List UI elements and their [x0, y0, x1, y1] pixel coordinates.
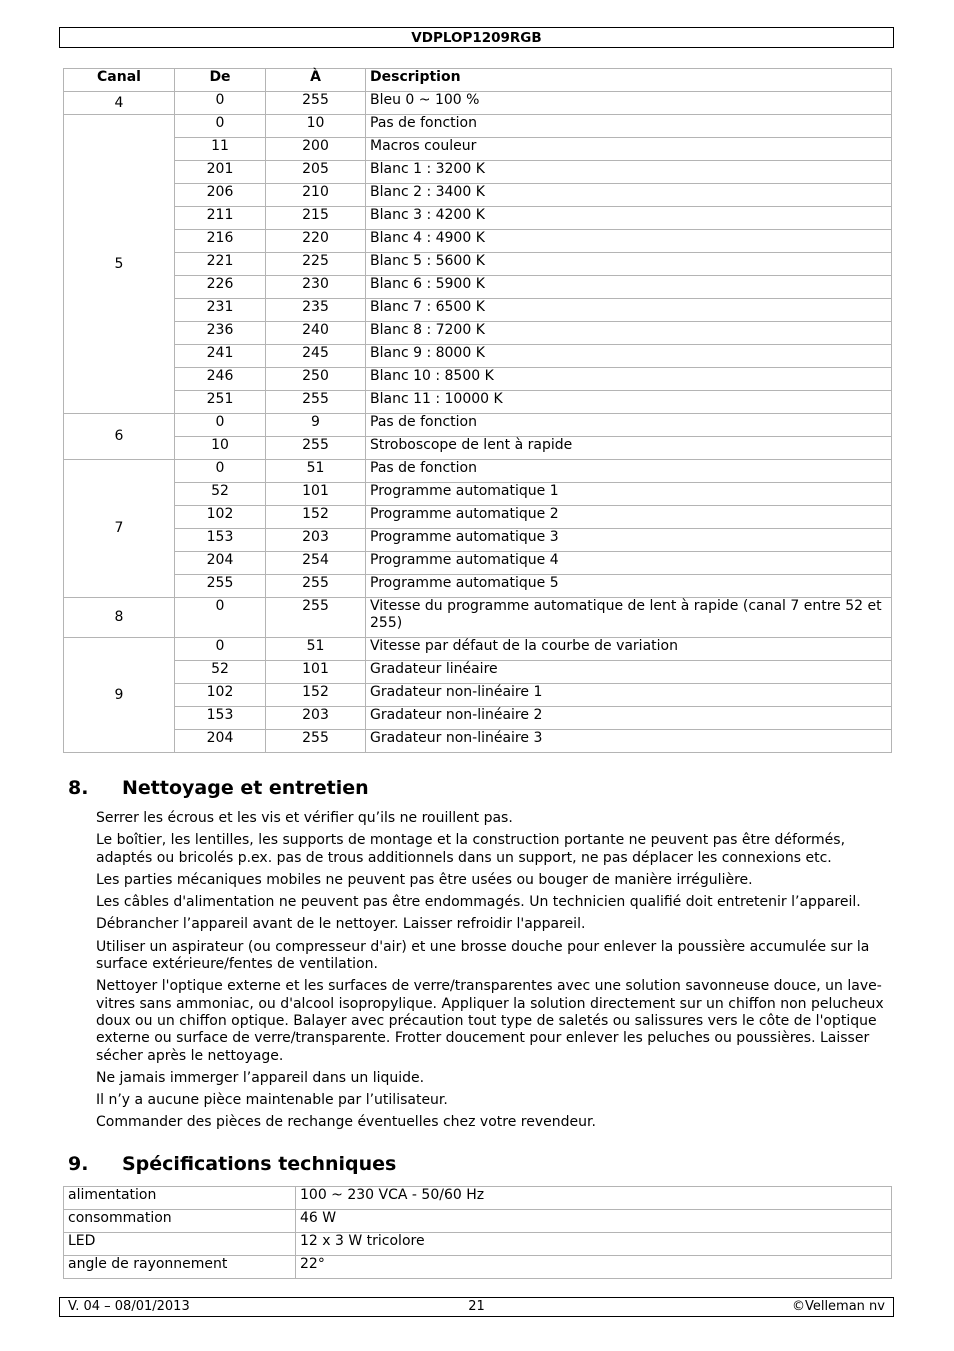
to-cell: 51 [266, 460, 366, 483]
from-cell: 221 [175, 253, 266, 276]
section-heading-cleaning [68, 777, 369, 799]
table-row [64, 322, 892, 345]
to-cell: 9 [266, 414, 366, 437]
table-row [64, 391, 892, 414]
column-header-channel: Canal [64, 69, 175, 92]
table-row [64, 684, 892, 707]
table-row [64, 575, 892, 598]
table-row [64, 638, 892, 661]
description-cell: Vitesse du programme automatique de lent à rapide (canal 7 entre 52 et 255) [366, 598, 892, 638]
from-cell: 251 [175, 391, 266, 414]
paragraph: Utiliser un aspirateur (ou compresseur d'air) et une brosse douche pour enlever la poussière accumulée sur la surface extérieure/fentes de ventilation. [96, 938, 870, 973]
description-cell: Blanc 2 : 3400 K [366, 184, 892, 207]
paragraph: Débrancher l’appareil avant de le nettoyer. Laisser refroidir l'appareil. [96, 916, 586, 933]
table-row [64, 1210, 892, 1233]
table-row [64, 276, 892, 299]
section-number: 8. [68, 777, 89, 799]
channel-cell: 8 [64, 598, 175, 638]
spec-label: consommation [64, 1210, 296, 1233]
channel-cell: 4 [64, 92, 175, 115]
description-cell: Blanc 11 : 10000 K [366, 391, 892, 414]
to-cell: 245 [266, 345, 366, 368]
table-row [64, 207, 892, 230]
to-cell: 250 [266, 368, 366, 391]
from-cell: 102 [175, 506, 266, 529]
description-cell: Programme automatique 1 [366, 483, 892, 506]
to-cell: 255 [266, 598, 366, 638]
dmx-channel-table [63, 68, 892, 753]
table-row [64, 1233, 892, 1256]
section-number: 9. [68, 1153, 89, 1175]
description-cell: Blanc 6 : 5900 K [366, 276, 892, 299]
section-title: Nettoyage et entretien [122, 777, 369, 799]
to-cell: 152 [266, 506, 366, 529]
table-row [64, 552, 892, 575]
to-cell: 255 [266, 575, 366, 598]
table-row [64, 161, 892, 184]
table-row [64, 368, 892, 391]
spec-label: LED [64, 1233, 296, 1256]
from-cell: 52 [175, 661, 266, 684]
channel-cell: 5 [64, 115, 175, 414]
from-cell: 211 [175, 207, 266, 230]
table-row [64, 483, 892, 506]
description-cell: Programme automatique 2 [366, 506, 892, 529]
description-cell: Blanc 8 : 7200 K [366, 322, 892, 345]
paragraph: Serrer les écrous et les vis et vérifier qu’ils ne rouillent pas. [96, 810, 513, 826]
table-row [64, 414, 892, 437]
from-cell: 241 [175, 345, 266, 368]
from-cell: 0 [175, 638, 266, 661]
table-row [64, 598, 892, 638]
description-cell: Pas de fonction [366, 414, 892, 437]
paragraph: Le boîtier, les lentilles, les supports de montage et la construction portante ne peuvent pas être déformés, adaptés ou bricolés p.ex. pas de trous additionnels dans un support, ne pas déplacer les connexions etc. [96, 832, 846, 866]
from-cell: 236 [175, 322, 266, 345]
footer-page-number: 21 [468, 1299, 485, 1314]
table-row [64, 299, 892, 322]
to-cell: 225 [266, 253, 366, 276]
description-cell: Blanc 4 : 4900 K [366, 230, 892, 253]
from-cell: 0 [175, 414, 266, 437]
column-header-from: De [175, 69, 266, 92]
from-cell: 226 [175, 276, 266, 299]
column-header-description: Description [366, 69, 892, 92]
document-footer [59, 1297, 894, 1317]
footer-version: V. 04 – 08/01/2013 [68, 1299, 190, 1314]
to-cell: 10 [266, 115, 366, 138]
from-cell: 246 [175, 368, 266, 391]
spec-value: 12 x 3 W tricolore [296, 1233, 892, 1256]
description-cell: Gradateur non-linéaire 2 [366, 707, 892, 730]
document-header [59, 27, 894, 48]
to-cell: 200 [266, 138, 366, 161]
to-cell: 210 [266, 184, 366, 207]
spec-label: alimentation [64, 1187, 296, 1210]
section-title: Spécifications techniques [122, 1153, 397, 1175]
description-cell: Gradateur non-linéaire 1 [366, 684, 892, 707]
from-cell: 0 [175, 460, 266, 483]
description-cell: Stroboscope de lent à rapide [366, 437, 892, 460]
spec-value: 46 W [296, 1210, 892, 1233]
to-cell: 101 [266, 661, 366, 684]
from-cell: 204 [175, 552, 266, 575]
to-cell: 101 [266, 483, 366, 506]
from-cell: 204 [175, 730, 266, 753]
description-cell: Blanc 9 : 8000 K [366, 345, 892, 368]
description-cell: Macros couleur [366, 138, 892, 161]
description-cell: Blanc 3 : 4200 K [366, 207, 892, 230]
table-row [64, 506, 892, 529]
description-cell: Vitesse par défaut de la courbe de variation [366, 638, 892, 661]
to-cell: 220 [266, 230, 366, 253]
from-cell: 206 [175, 184, 266, 207]
model-name: VDPLOP1209RGB [411, 30, 542, 46]
spec-value: 22° [296, 1256, 892, 1279]
description-cell: Programme automatique 4 [366, 552, 892, 575]
description-cell: Blanc 1 : 3200 K [366, 161, 892, 184]
paragraph: Les câbles d'alimentation ne peuvent pas être endommagés. Un technicien qualifié doit entretenir l’appareil. [96, 894, 861, 911]
to-cell: 235 [266, 299, 366, 322]
dmx-table-body [64, 92, 892, 753]
table-row [64, 730, 892, 753]
description-cell: Pas de fonction [366, 115, 892, 138]
paragraph: Nettoyer l'optique externe et les surfaces de verre/transparentes avec une solution savonneuse douce, un lave-vitres sans ammoniac, ou d'alcool isopropylique. Appliquer la solution directement sur un chiffon non pelucheux doux ou un chiffon optique. Balayer avec précaution tout type de saletés ou salissures vers le côte de l'optique externe ou surface de verre/transparente. Frotter doucement pour enlever les peluches ou poussières. Laisser sécher après le nettoyage. [96, 978, 884, 1064]
table-row [64, 529, 892, 552]
table-row [64, 1256, 892, 1279]
from-cell: 216 [175, 230, 266, 253]
spec-value: 100 ~ 230 VCA - 50/60 Hz [296, 1187, 892, 1210]
from-cell: 11 [175, 138, 266, 161]
from-cell: 231 [175, 299, 266, 322]
description-cell: Gradateur non-linéaire 3 [366, 730, 892, 753]
to-cell: 152 [266, 684, 366, 707]
paragraph: Il n’y a aucune pièce maintenable par l’utilisateur. [96, 1092, 448, 1109]
description-cell: Programme automatique 5 [366, 575, 892, 598]
to-cell: 230 [266, 276, 366, 299]
to-cell: 255 [266, 391, 366, 414]
table-row [64, 115, 892, 138]
column-header-to: À [266, 69, 366, 92]
footer-copyright: ©Velleman nv [791, 1299, 885, 1314]
from-cell: 0 [175, 598, 266, 638]
from-cell: 0 [175, 115, 266, 138]
to-cell: 240 [266, 322, 366, 345]
from-cell: 0 [175, 92, 266, 115]
from-cell: 201 [175, 161, 266, 184]
from-cell: 255 [175, 575, 266, 598]
from-cell: 153 [175, 707, 266, 730]
table-row [64, 184, 892, 207]
table-row [64, 437, 892, 460]
channel-cell: 6 [64, 414, 175, 460]
description-cell: Blanc 10 : 8500 K [366, 368, 892, 391]
to-cell: 255 [266, 92, 366, 115]
paragraph: Commander des pièces de rechange éventuelles chez votre revendeur. [96, 1114, 596, 1131]
table-row [64, 138, 892, 161]
description-cell: Bleu 0 ~ 100 % [366, 92, 892, 115]
to-cell: 254 [266, 552, 366, 575]
to-cell: 255 [266, 437, 366, 460]
channel-cell: 7 [64, 460, 175, 598]
section-heading-specs [68, 1153, 396, 1175]
table-row [64, 230, 892, 253]
cleaning-paragraphs [96, 810, 890, 1137]
to-cell: 215 [266, 207, 366, 230]
from-cell: 102 [175, 684, 266, 707]
paragraph: Ne jamais immerger l’appareil dans un liquide. [96, 1069, 425, 1086]
table-row [64, 92, 892, 115]
table-row [64, 661, 892, 684]
table-row [64, 1187, 892, 1210]
to-cell: 255 [266, 730, 366, 753]
specs-table [63, 1186, 892, 1279]
description-cell: Blanc 7 : 6500 K [366, 299, 892, 322]
table-header-row [64, 69, 892, 92]
description-cell: Programme automatique 3 [366, 529, 892, 552]
channel-cell: 9 [64, 638, 175, 753]
table-row [64, 345, 892, 368]
paragraph: Les parties mécaniques mobiles ne peuvent pas être usées ou bouger de manière irrégulière. [96, 871, 753, 888]
to-cell: 203 [266, 529, 366, 552]
table-row [64, 460, 892, 483]
spec-label: angle de rayonnement [64, 1256, 296, 1279]
from-cell: 153 [175, 529, 266, 552]
description-cell: Pas de fonction [366, 460, 892, 483]
to-cell: 205 [266, 161, 366, 184]
table-row [64, 253, 892, 276]
description-cell: Gradateur linéaire [366, 661, 892, 684]
to-cell: 51 [266, 638, 366, 661]
description-cell: Blanc 5 : 5600 K [366, 253, 892, 276]
from-cell: 52 [175, 483, 266, 506]
to-cell: 203 [266, 707, 366, 730]
table-row [64, 707, 892, 730]
from-cell: 10 [175, 437, 266, 460]
